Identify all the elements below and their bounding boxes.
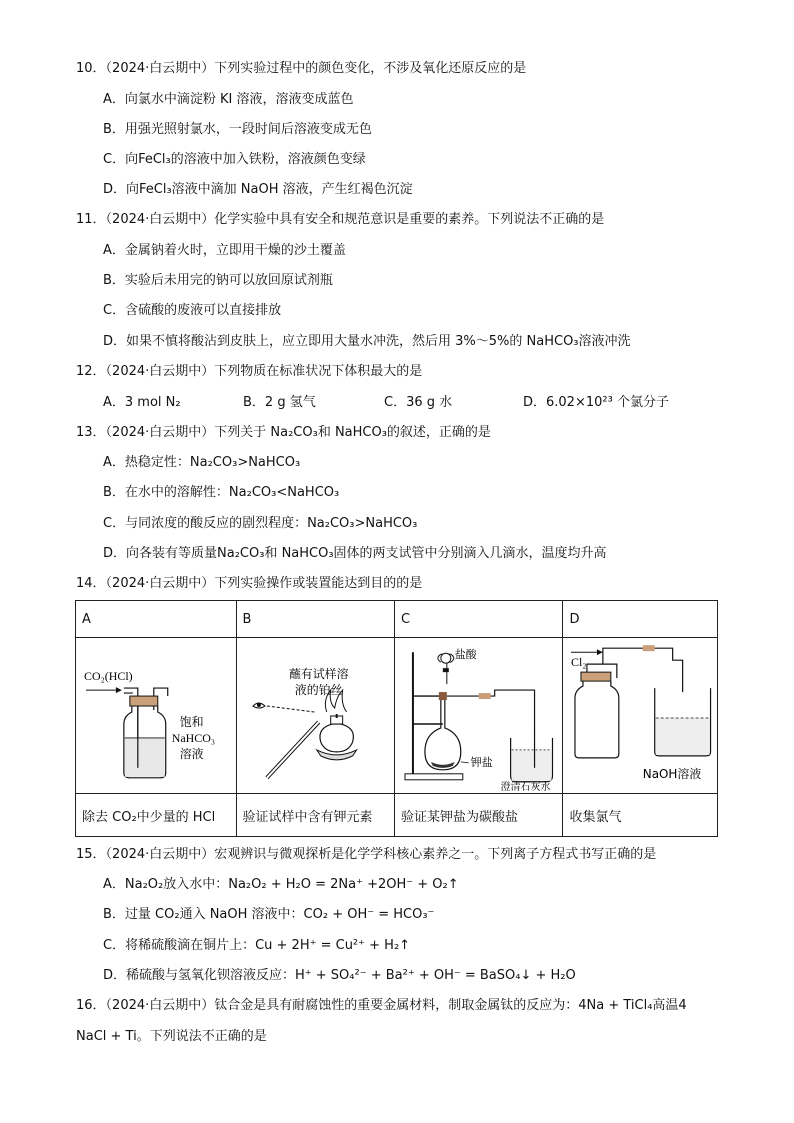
label-potassium-salt: 钾盐 [470, 755, 493, 769]
chlorine-collection-diagram [563, 638, 717, 793]
q16-stem-line1: 16．（2024·白云期中）钛合金是具有耐腐蚀性的重要金属材料，制取金属钛的反应为：4Na + TiCl₄高温4 [76, 998, 687, 1013]
table-header-b: B [236, 601, 394, 638]
q11-stem: 11．（2024·白云期中）化学实验中具有安全和规范意识是重要的素养。下列说法不正确的是 [76, 212, 605, 227]
q12-option-a: A．3 mol N₂ [103, 395, 181, 410]
caption-d: 收集氯气 [563, 794, 718, 837]
q15-option-b: B．过量 CO₂通入 NaOH 溶液中：CO₂ + OH⁻ = HCO₃⁻ [103, 907, 435, 922]
caption-a: 除去 CO₂中少量的 HCl [76, 794, 237, 837]
label-solution: 溶液 [179, 746, 204, 761]
caption-c: 验证某钾盐为碳酸盐 [395, 794, 563, 837]
q13-option-c: C．与同浓度的酸反应的剧烈程度：Na₂CO₃>NaHCO₃ [103, 516, 418, 531]
table-header-c: C [395, 601, 563, 638]
q10-stem: 10．（2024·白云期中）下列实验过程中的颜色变化，不涉及氧化还原反应的是 [76, 61, 527, 76]
q13-option-a: A．热稳定性：Na₂CO₃>NaHCO₃ [103, 455, 301, 470]
q13-option-b: B．在水中的溶解性：Na₂CO₃<NaHCO₃ [103, 485, 340, 500]
apparatus-a-cell [76, 638, 237, 794]
q11-option-c: C．含硫酸的废液可以直接排放 [103, 303, 282, 318]
apparatus-b-cell [236, 638, 394, 794]
q10-option-d: D．向FeCl₃溶液中滴加 NaOH 溶液，产生红褐色沉淀 [103, 182, 413, 197]
q15-option-a: A．Na₂O₂放入水中：Na₂O₂ + H₂O = 2Na⁺ +2OH⁻ + O₂↑ [103, 877, 459, 892]
q15-option-c: C．将稀硫酸滴在铜片上：Cu + 2H⁺ = Cu²⁺ + H₂↑ [103, 938, 411, 953]
carbonate-test-diagram [395, 638, 562, 793]
q15-option-d: D．稀硫酸与氢氧化钡溶液反应：H⁺ + SO₄²⁻ + Ba²⁺ + OH⁻ = BaSO₄↓ + H₂O [103, 968, 576, 983]
flame-test-diagram [237, 638, 394, 793]
table-header-d: D [563, 601, 718, 638]
q11-option-a: A．金属钠着火时，立即用干燥的沙土覆盖 [103, 243, 346, 258]
q12-option-b: B．2 g 氢气 [243, 395, 316, 410]
q12-stem: 12．（2024·白云期中）下列物质在标准状况下体积最大的是 [76, 364, 423, 379]
caption-b: 验证试样中含有钾元素 [236, 794, 394, 837]
label-co2-hcl: CO₂(HCl) [83, 669, 133, 684]
q10-option-a: A．向氯水中滴淀粉 KI 溶液，溶液变成蓝色 [103, 92, 354, 107]
label-hydrochloric-acid: 盐酸 [454, 648, 477, 662]
q12-option-d: D．6.02×10²³ 个氯分子 [523, 395, 669, 410]
label-limewater: 澄清石灰水 [500, 781, 551, 793]
q13-stem: 13．（2024·白云期中）下列关于 Na₂CO₃和 NaHCO₃的叙述，正确的是 [76, 425, 491, 440]
table-header-a: A [76, 601, 237, 638]
q10-option-c: C．向FeCl₃的溶液中加入铁粉，溶液颜色变绿 [103, 152, 366, 167]
q15-stem: 15．（2024·白云期中）宏观辨识与微观探析是化学学科核心素养之一。下列离子方程式书写正确的是 [76, 847, 657, 862]
label-platinum-wire-2: 液的铂丝 [294, 683, 343, 698]
label-nahco3: NaHCO₃ [171, 730, 216, 745]
gas-washing-bottle-diagram [76, 638, 236, 793]
apparatus-d-cell [563, 638, 718, 794]
experiment-table [75, 600, 718, 837]
q12-options [103, 394, 723, 412]
q10-option-b: B．用强光照射氯水，一段时间后溶液变成无色 [103, 122, 372, 137]
label-cl2: Cl₂ [571, 655, 587, 670]
apparatus-c-cell [395, 638, 563, 794]
q12-option-c: C．36 g 水 [384, 395, 453, 410]
q14-stem: 14．（2024·白云期中）下列实验操作或装置能达到目的的是 [76, 576, 423, 591]
label-platinum-wire-1: 蘸有试样溶 [288, 667, 349, 682]
q11-option-d: D．如果不慎将酸沾到皮肤上，应立即用大量水冲洗，然后用 3%～5%的 NaHCO₃溶液冲洗 [103, 334, 631, 349]
q16-stem-line2: NaCl + Ti。下列说法不正确的是 [76, 1029, 267, 1044]
label-saturated: 饱和 [179, 714, 204, 729]
q11-option-b: B．实验后未用完的钠可以放回原试剂瓶 [103, 273, 333, 288]
q13-option-d: D．向各装有等质量Na₂CO₃和 NaHCO₃固体的两支试管中分别滴入几滴水，温度均升高 [103, 546, 607, 561]
label-naoh-solution: NaOH溶液 [643, 766, 702, 781]
